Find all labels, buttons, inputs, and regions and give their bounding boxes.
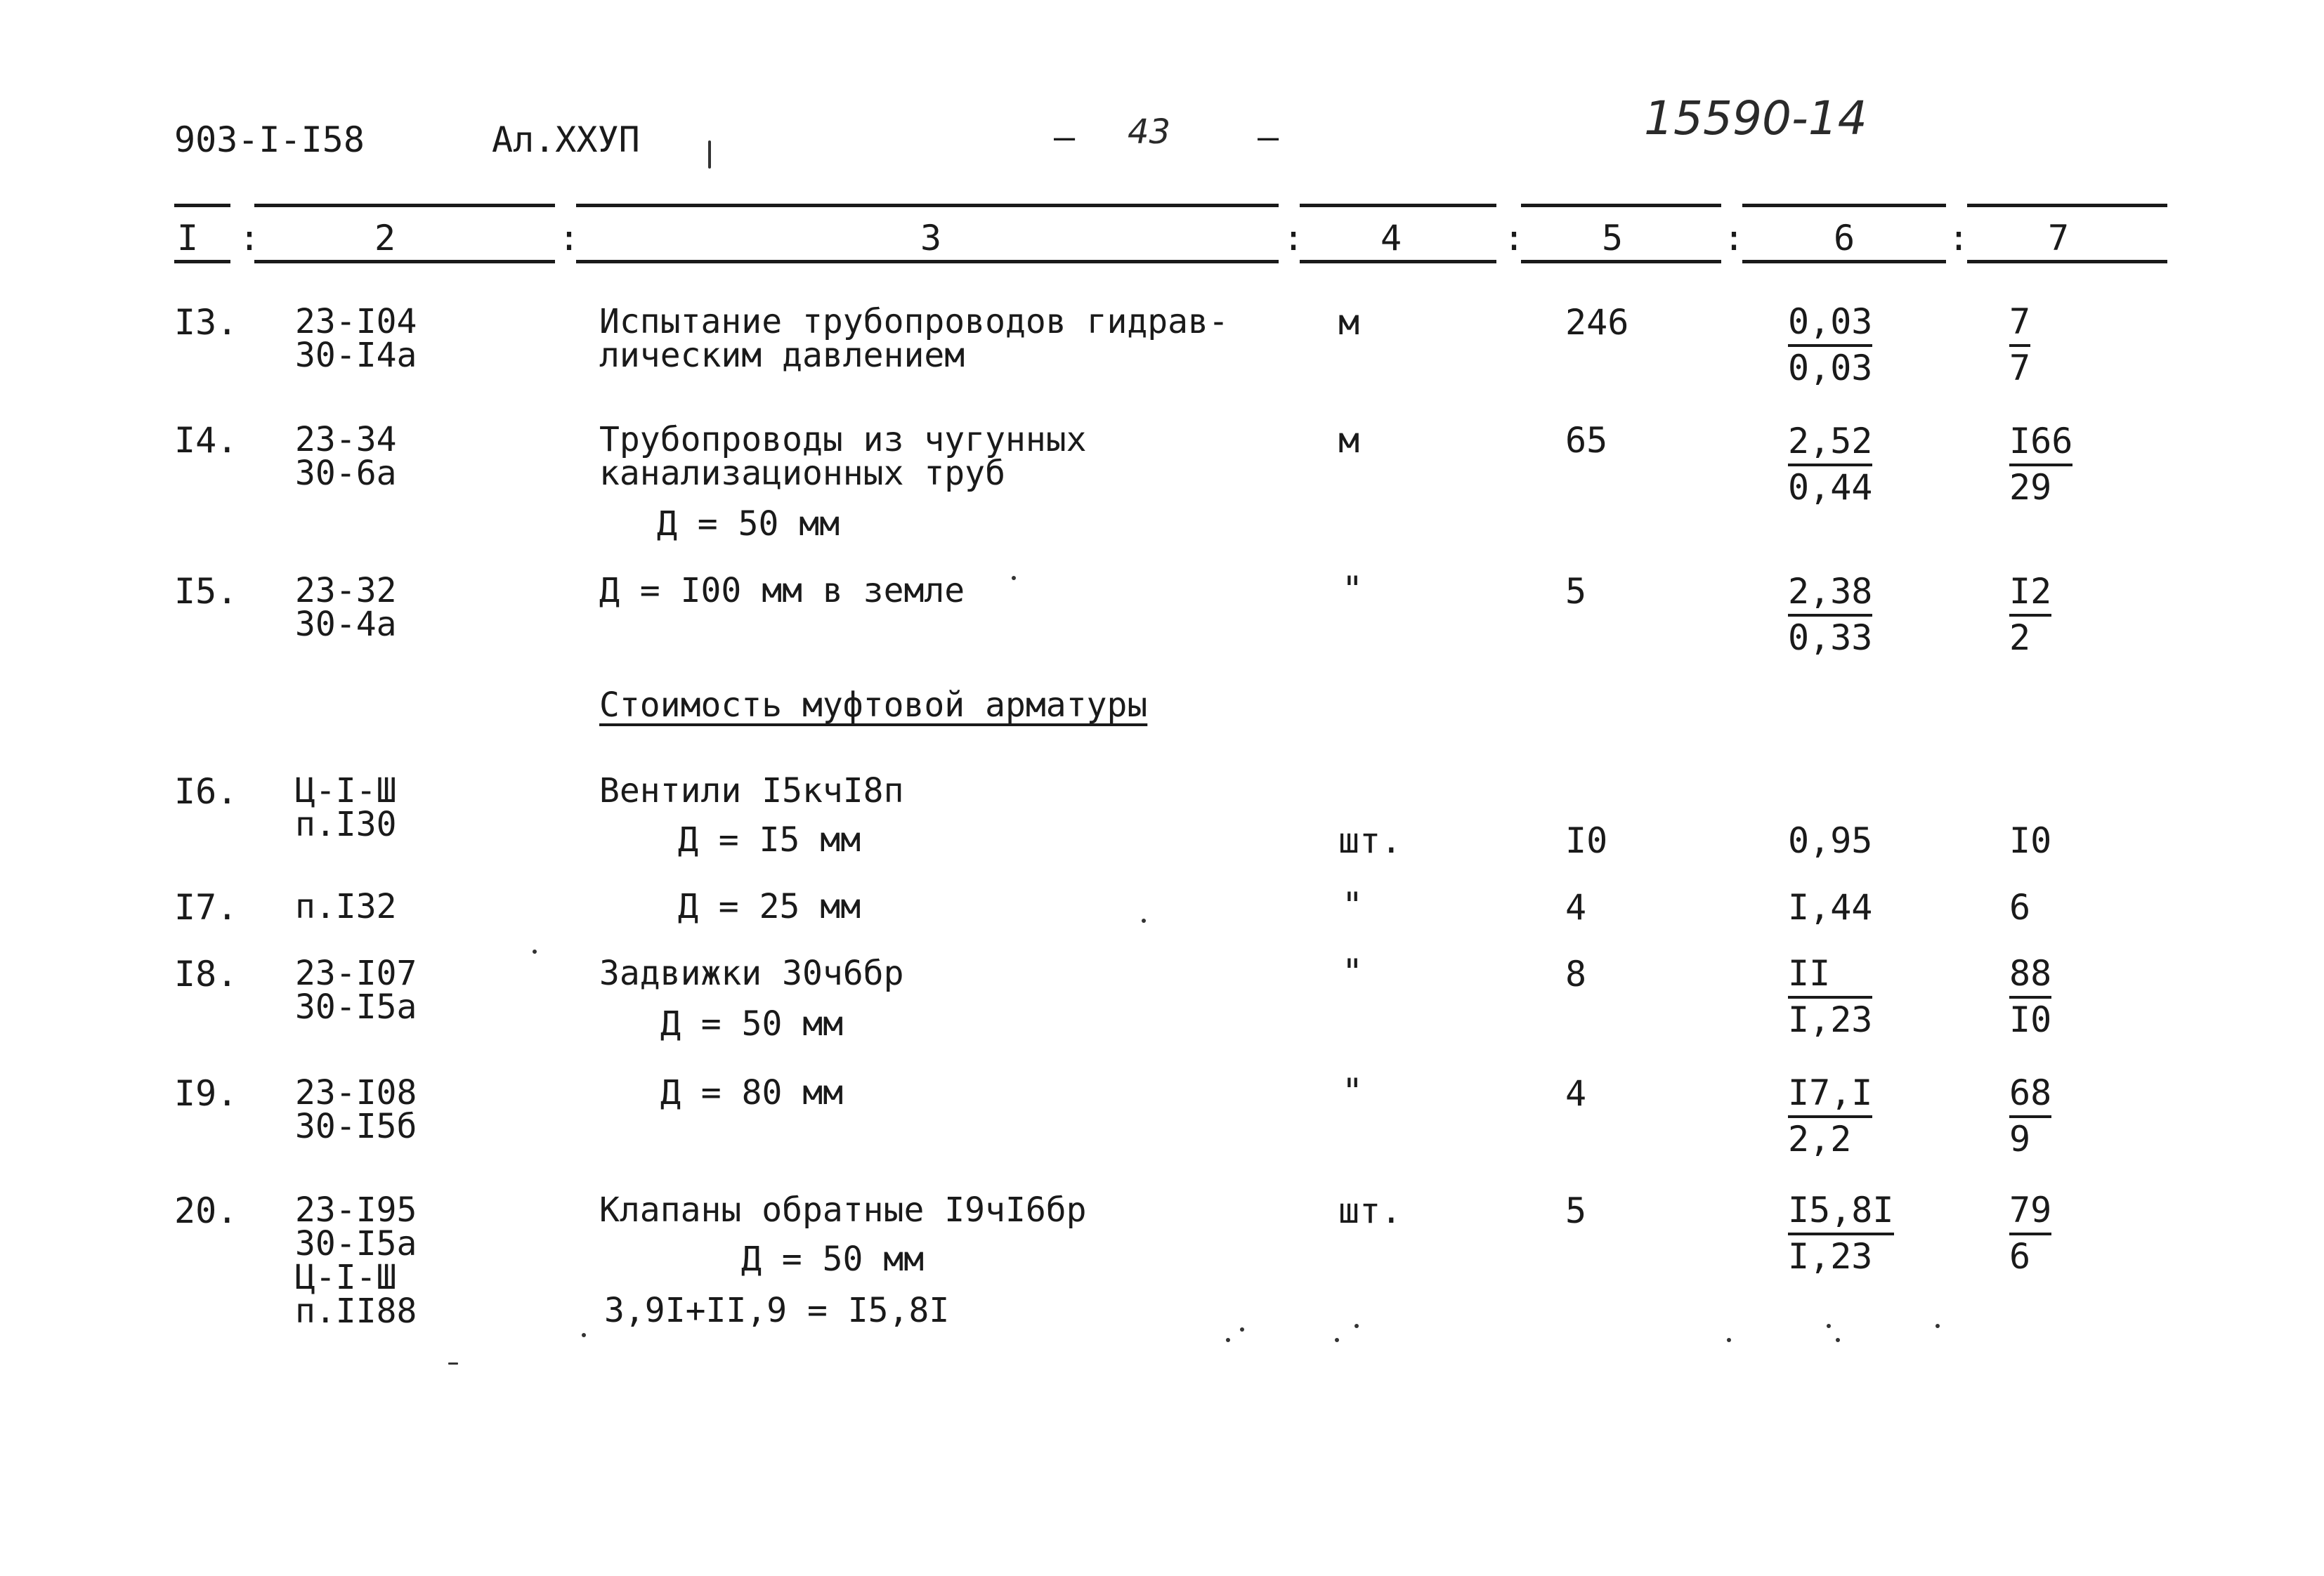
row-unit: " [1342,569,1364,610]
row-number: I4. [174,420,238,461]
col-header-5: 5 [1602,218,1624,258]
row-code: 30-I5а [295,987,417,1027]
row-subitem: Д = 25 мм [678,887,861,926]
row-total: 6 [2009,887,2031,928]
row-number: I7. [174,887,238,928]
row-price: 0,95 [1788,820,1873,861]
row-quantity: 246 [1565,302,1629,343]
col-header-4: 4 [1380,218,1402,258]
document-code: 903-I-I58 [174,119,365,160]
row-price: $\frac{I7,I}{2,2}$ [1788,1072,1873,1160]
row-total: $\frac{68}{9}$ [2009,1072,2052,1160]
col-header-7: 7 [2048,218,2070,258]
row-code: 30-6а [295,454,397,493]
row-code: 23-32 [295,571,397,610]
row-number: I5. [174,571,238,612]
row-code: 30-I5а [295,1224,417,1263]
row-price: $\frac{I5,8I}{I,23}$ [1788,1190,1894,1277]
row-quantity: 4 [1565,887,1587,928]
row-subitem: Д = 50 мм [657,504,840,544]
row-price: $\frac{0,03}{0,03}$ [1788,301,1873,388]
row-code: 23-I95 [295,1190,417,1230]
row-code: п.I32 [295,887,397,926]
row-name: Вентили I5кчI8п [599,771,904,810]
page-dash-left: – [1054,117,1076,157]
row-quantity: 65 [1565,420,1608,461]
row-total: $\frac{I2}{2}$ [2009,571,2052,658]
row-code: 30-I5б [295,1107,417,1146]
page-dash-right: – [1258,117,1279,157]
row-total: $\frac{88}{I0}$ [2009,953,2052,1040]
row-price: $\frac{II}{I,23}$ [1788,953,1873,1040]
row-number: I9. [174,1073,238,1114]
row-quantity: 8 [1565,954,1587,994]
col-header-3: 3 [920,218,942,258]
row-number: I6. [174,771,238,812]
row-subitem: Д = 80 мм [660,1073,844,1112]
row-price: $\frac{2,38}{0,33}$ [1788,571,1873,658]
row-unit: м [1338,302,1360,343]
row-unit: шт. [1338,1190,1402,1231]
section-title: Стоимость муфтовой арматуры [599,685,1148,725]
row-code: Ц-I-Ш [295,1258,397,1297]
col-header-2: 2 [374,218,396,258]
row-total: $\frac{7}{7}$ [2009,301,2031,388]
row-quantity: 4 [1565,1073,1587,1114]
row-code: 23-34 [295,420,397,459]
row-total: $\frac{79}{6}$ [2009,1190,2052,1277]
row-calculation: 3,9I+II,9 = I5,8I [604,1291,950,1330]
row-name: Клапаны обратные I9чI6бр [599,1190,1087,1230]
row-unit: " [1342,1071,1364,1112]
row-price: I,44 [1788,887,1873,928]
row-code: 30-I4a [295,336,417,375]
row-name: Трубопроводы из чугунных [599,420,1087,459]
row-unit: " [1342,952,1364,992]
row-code: 30-4а [295,605,397,644]
row-code: Ц-I-Ш [295,771,397,810]
row-subitem: Д = 50 мм [741,1240,925,1279]
row-code: 23-I08 [295,1073,417,1112]
row-number: I3. [174,302,238,343]
stamp-number: 15590-14 [1644,91,1867,145]
row-code: 23-I07 [295,954,417,993]
row-name: канализационных труб [599,454,1005,493]
row-subitem: Д = I5 мм [678,820,861,860]
row-subitem: Д = 50 мм [660,1004,844,1044]
row-name: Задвижки 30ч6бр [599,954,904,993]
row-code: п.I30 [295,805,397,844]
col-header-1: I [177,218,199,258]
row-quantity: I0 [1565,820,1608,861]
row-name: лическим давлением [599,336,965,375]
row-total: I0 [2009,820,2052,861]
page-number: 43 [1128,112,1171,152]
row-code: п.II88 [295,1292,417,1331]
row-unit: " [1342,885,1364,926]
row-unit: м [1338,420,1360,461]
row-code: 23-I04 [295,302,417,341]
row-unit: шт. [1338,820,1402,861]
row-number: I8. [174,954,238,994]
row-total: $\frac{I66}{29}$ [2009,421,2073,508]
row-name: Д = I00 мм в земле [599,571,965,610]
row-quantity: 5 [1565,571,1587,612]
row-quantity: 5 [1565,1190,1587,1231]
row-price: $\frac{2,52}{0,44}$ [1788,421,1873,508]
album-number: Ал.ХХУП [492,119,640,160]
col-header-6: 6 [1834,218,1855,258]
row-name: Испытание трубопроводов гидрав- [599,302,1229,341]
row-number: 20. [174,1190,238,1231]
